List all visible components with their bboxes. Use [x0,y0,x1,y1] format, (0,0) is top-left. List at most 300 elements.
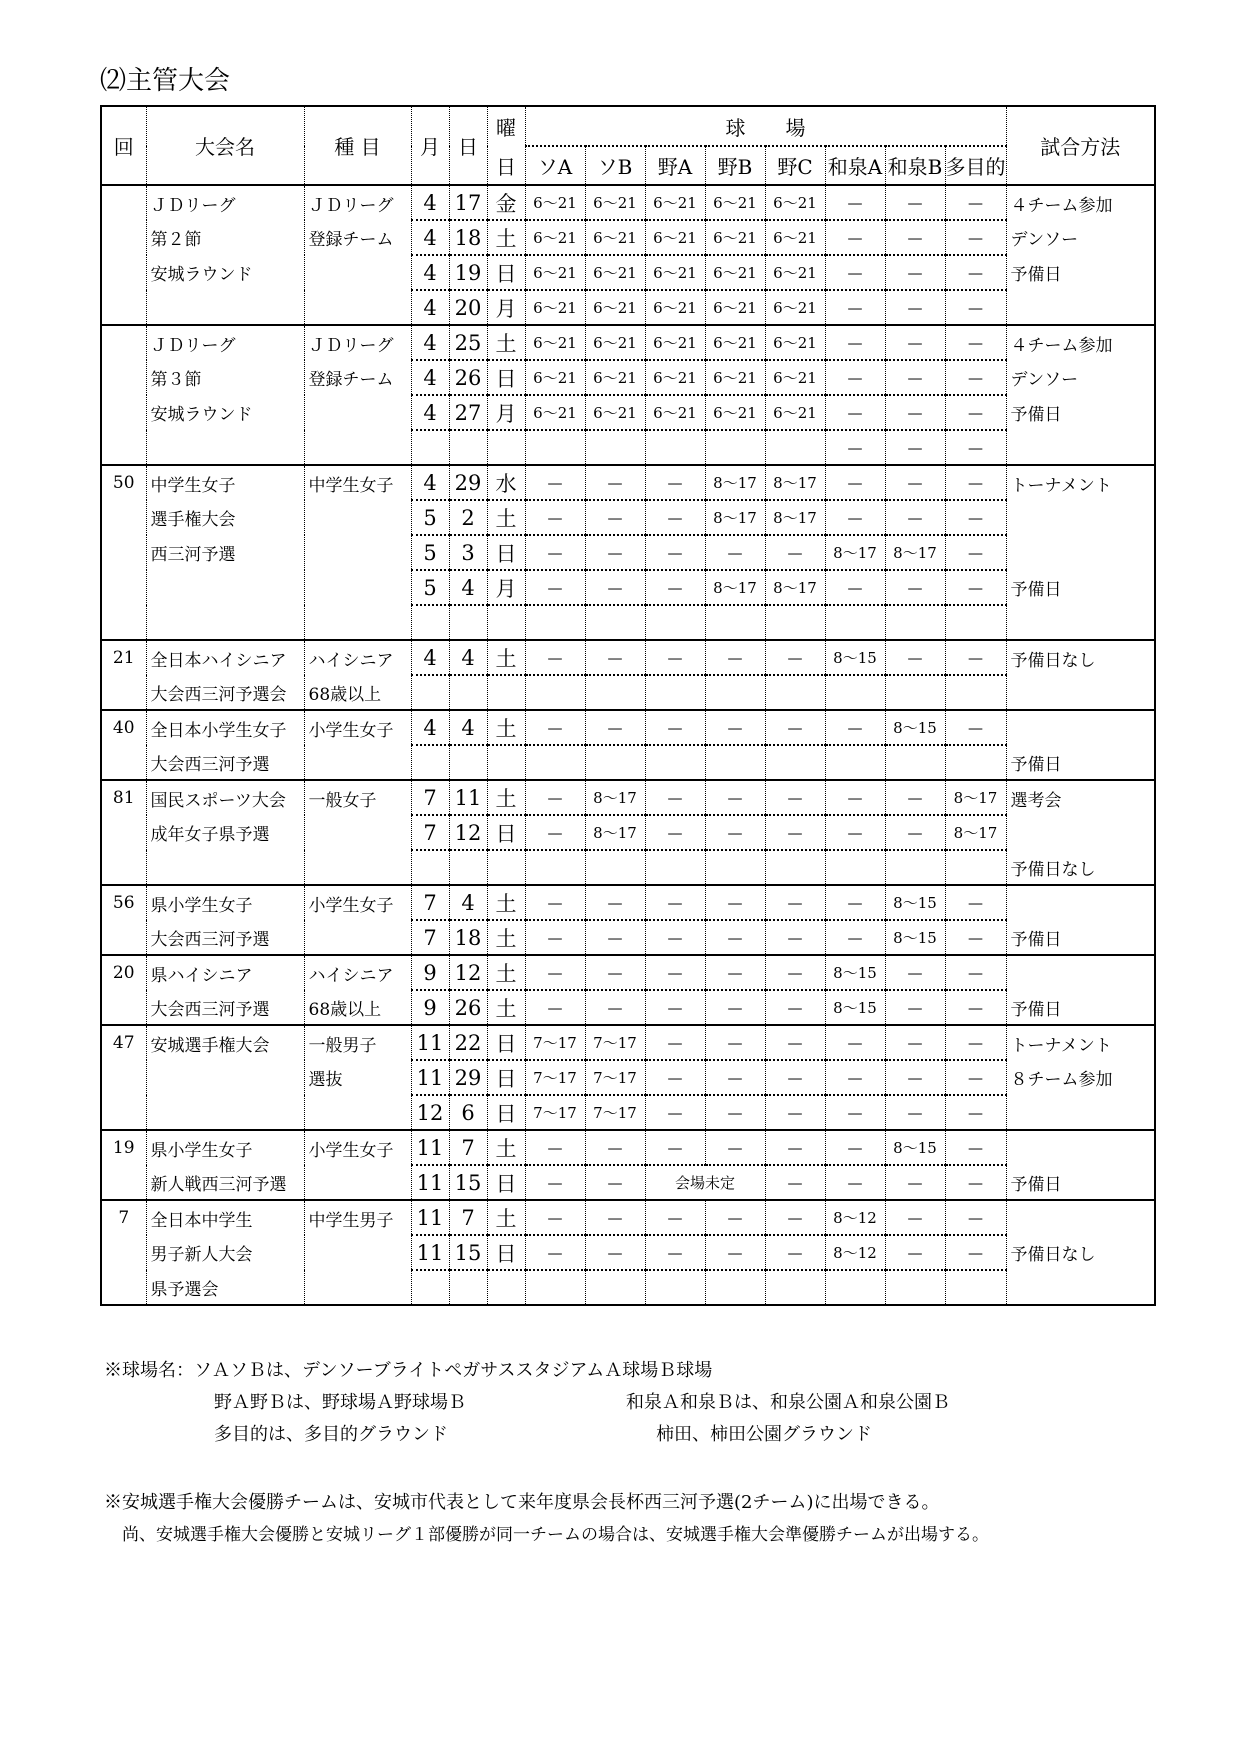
venue-time: — [825,1165,885,1200]
venue-time: 6〜21 [765,290,825,325]
category-line [304,430,411,465]
day-of-week: 日 [487,1235,525,1270]
header-day: 日 [449,106,487,185]
category-line: ＪＤリーグ [304,325,411,360]
header-month: 月 [411,106,449,185]
venue-time: — [645,640,705,675]
day-of-week [487,850,525,885]
method-line: トーナメント [1006,465,1155,500]
round-number: 20 [101,955,146,990]
venue-time: 6〜21 [525,325,585,360]
day-of-week: 土 [487,955,525,990]
venue-time: — [705,1025,765,1060]
tournament-name-line [146,605,304,640]
method-line: 予備日なし [1006,850,1155,885]
day: 18 [449,220,487,255]
day: 18 [449,920,487,955]
venue-time [945,605,1006,640]
method-line: トーナメント [1006,1025,1155,1060]
venue-time: — [945,535,1006,570]
venue-time: — [705,815,765,850]
note-venues: ※球場名：ソＡソＢは、デンソーブライトペガサススタジアムＡ球場Ｂ球場 [104,1360,713,1381]
day: 4 [449,640,487,675]
round-number [101,395,146,430]
venue-time: 6〜21 [645,290,705,325]
category-line: ハイシニア [304,640,411,675]
venue-time [825,850,885,885]
venue-time: — [645,500,705,535]
day-of-week: 月 [487,395,525,430]
venue-time: — [945,1130,1006,1165]
venue-time: 6〜21 [645,255,705,290]
venue-time: — [885,1235,945,1270]
method-line [1006,430,1155,465]
venue-time: — [945,570,1006,605]
venue-time: — [885,360,945,395]
venue-time: 8〜17 [765,465,825,500]
venue-time: 7〜17 [585,1025,645,1060]
venue-time: — [825,1095,885,1130]
venue-time: — [765,535,825,570]
venue-time: 6〜21 [525,395,585,430]
category-line [304,850,411,885]
venue-time: — [945,185,1006,220]
method-line: 予備日 [1006,745,1155,780]
day: 3 [449,535,487,570]
venue-time: — [645,1025,705,1060]
venue-time: — [765,640,825,675]
day: 15 [449,1235,487,1270]
category-line: ハイシニア [304,955,411,990]
tournament-name-line: 県小学生女子 [146,1130,304,1165]
venue-time [705,850,765,885]
method-line [1006,605,1155,640]
venue-time: 8〜12 [825,1235,885,1270]
month [411,850,449,885]
category-line [304,920,411,955]
venue-time: — [765,1095,825,1130]
header-venues: 球 場 [525,106,1006,146]
round-number: 7 [101,1200,146,1235]
header-round: 回 [101,106,146,185]
venue-time: — [705,780,765,815]
venue-time: — [525,1165,585,1200]
venue-time: — [525,640,585,675]
venue-time: — [885,185,945,220]
venue-time [585,745,645,780]
day-of-week: 月 [487,570,525,605]
venue-time: 7〜17 [585,1095,645,1130]
day-of-week: 日 [487,815,525,850]
venue-time: — [945,430,1006,465]
month [411,605,449,640]
table-row [101,1235,1155,1270]
venue-time: 7〜17 [585,1060,645,1095]
venue-time: 6〜21 [585,255,645,290]
venue-time [645,850,705,885]
day-of-week [487,605,525,640]
day: 19 [449,255,487,290]
venue-time: 8〜15 [825,640,885,675]
venue-time: — [945,640,1006,675]
tournament-name-line: 全日本ハイシニア [146,640,304,675]
venue-time: — [645,465,705,500]
venue-time: — [945,955,1006,990]
category-line: ＪＤリーグ [304,185,411,220]
day: 29 [449,1060,487,1095]
category-line: 中学生女子 [304,465,411,500]
venue-time: 6〜21 [525,220,585,255]
venue-time [525,1270,585,1305]
day-of-week: 土 [487,990,525,1025]
venue-time: — [705,955,765,990]
round-number: 21 [101,640,146,675]
day: 7 [449,1130,487,1165]
venue-time: — [945,325,1006,360]
table-row [101,395,1155,430]
venue-time: 8〜15 [825,955,885,990]
venue-time: — [825,290,885,325]
day: 26 [449,990,487,1025]
venue-time: — [825,185,885,220]
venue-time: 6〜21 [645,185,705,220]
venue-time: — [885,220,945,255]
category-line: 中学生男子 [304,1200,411,1235]
round-number: 19 [101,1130,146,1165]
venue-time [825,1270,885,1305]
month: 5 [411,570,449,605]
month: 7 [411,885,449,920]
table-row [101,955,1155,990]
header-venue: 野B [705,146,765,185]
day-of-week: 日 [487,1165,525,1200]
tournament-name-line: 県小学生女子 [146,885,304,920]
venue-time: — [765,815,825,850]
venue-time [525,675,585,710]
method-line: デンソー [1006,360,1155,395]
day-of-week: 土 [487,500,525,535]
tournament-name-line: 全日本中学生 [146,1200,304,1235]
venue-time: — [945,710,1006,745]
round-number [101,815,146,850]
venue-time: — [945,1235,1006,1270]
venue-time: 6〜21 [705,290,765,325]
venue-time: — [645,780,705,815]
venue-time [765,430,825,465]
venue-time: — [765,955,825,990]
round-number [101,570,146,605]
venue-time: — [825,570,885,605]
venue-time: — [885,1095,945,1130]
tournament-name-line [146,570,304,605]
day: 7 [449,1200,487,1235]
venue-time: — [945,1200,1006,1235]
venue-time: — [645,920,705,955]
category-line: 選抜 [304,1060,411,1095]
venue-time: — [585,500,645,535]
venue-time [945,745,1006,780]
tournament-name-line [146,1095,304,1130]
venue-time [645,675,705,710]
table-row [101,815,1155,850]
venue-time: — [525,535,585,570]
venue-time: — [825,430,885,465]
tournament-name-line: 大会西三河予選 [146,745,304,780]
category-line: 一般男子 [304,1025,411,1060]
day: 11 [449,780,487,815]
venue-time: — [945,290,1006,325]
category-line [304,570,411,605]
category-line [304,255,411,290]
day [449,745,487,780]
venue-time: — [825,1025,885,1060]
venue-time: — [885,430,945,465]
category-line: 一般女子 [304,780,411,815]
venue-time [825,745,885,780]
note-venue-3a: 多目的は、多目的グラウンド [214,1424,448,1445]
table-row [101,1095,1155,1130]
venue-time: 6〜21 [525,290,585,325]
category-line: 小学生女子 [304,885,411,920]
venue-time: 6〜21 [525,255,585,290]
table-row [101,1060,1155,1095]
month: 4 [411,220,449,255]
table-row [101,605,1155,640]
venue-time: — [885,1060,945,1095]
venue-time: — [945,990,1006,1025]
day-of-week: 土 [487,640,525,675]
venue-time: — [885,1165,945,1200]
table-row [101,1200,1155,1235]
round-number [101,850,146,885]
venue-time: 8〜17 [885,535,945,570]
month: 4 [411,465,449,500]
venue-time: 8〜17 [825,535,885,570]
venue-time: — [705,1095,765,1130]
tournament-name-line: 大会西三河予選会 [146,675,304,710]
venue-time [885,605,945,640]
method-line: 予備日 [1006,570,1155,605]
method-line: デンソー [1006,220,1155,255]
venue-time: 7〜17 [525,1025,585,1060]
venue-time: 6〜21 [585,290,645,325]
venue-time: — [825,710,885,745]
day: 27 [449,395,487,430]
method-line: 予備日 [1006,395,1155,430]
category-line: 小学生女子 [304,710,411,745]
venue-time: — [825,1130,885,1165]
method-line: 予備日なし [1006,1235,1155,1270]
day: 25 [449,325,487,360]
venue-time [765,850,825,885]
venue-time: 会場未定 [645,1165,765,1200]
venue-time: — [585,1165,645,1200]
venue-time: 6〜21 [765,395,825,430]
venue-time: 6〜21 [705,325,765,360]
venue-time [705,675,765,710]
day-of-week: 土 [487,780,525,815]
venue-time: — [705,990,765,1025]
round-number [101,745,146,780]
month: 11 [411,1200,449,1235]
venue-time: — [825,1060,885,1095]
day-of-week [487,1270,525,1305]
round-number [101,990,146,1025]
venue-time: — [945,885,1006,920]
venue-time: — [765,1025,825,1060]
category-line [304,815,411,850]
venue-time: — [525,570,585,605]
month: 4 [411,640,449,675]
venue-time [705,1270,765,1305]
day: 2 [449,500,487,535]
venue-time: — [525,1200,585,1235]
venue-time [705,605,765,640]
venue-time: — [645,570,705,605]
venue-time: — [585,535,645,570]
round-number [101,1060,146,1095]
venue-time: 6〜21 [765,185,825,220]
venue-time: 8〜17 [585,815,645,850]
venue-time: — [525,1235,585,1270]
venue-time: — [885,1200,945,1235]
round-number [101,605,146,640]
venue-time: — [645,885,705,920]
venue-time: 8〜17 [585,780,645,815]
venue-time: — [945,500,1006,535]
venue-time: — [525,465,585,500]
day: 26 [449,360,487,395]
day-of-week: 土 [487,885,525,920]
venue-time: — [705,1060,765,1095]
venue-time [585,675,645,710]
table-row [101,220,1155,255]
tournament-name-line [146,850,304,885]
venue-time: — [525,990,585,1025]
table-row [101,710,1155,745]
month: 11 [411,1165,449,1200]
venue-time: — [885,1025,945,1060]
day-of-week: 日 [487,255,525,290]
category-line: 68歳以上 [304,675,411,710]
table-row [101,360,1155,395]
venue-time: 8〜15 [885,920,945,955]
method-line [1006,500,1155,535]
day-of-week: 日 [487,1025,525,1060]
table-row [101,1270,1155,1305]
month: 9 [411,990,449,1025]
venue-time: 6〜21 [585,185,645,220]
round-number [101,1165,146,1200]
table-row [101,500,1155,535]
venue-time: — [525,780,585,815]
table-row [101,780,1155,815]
table-row [101,1025,1155,1060]
method-line: ８チーム参加 [1006,1060,1155,1095]
venue-time: — [765,885,825,920]
venue-time: — [945,920,1006,955]
table-row [101,430,1155,465]
venue-time: — [585,885,645,920]
venue-time: — [825,885,885,920]
category-line [304,535,411,570]
month: 4 [411,710,449,745]
venue-time [525,430,585,465]
header-venue: 野A [645,146,705,185]
venue-time [945,850,1006,885]
venue-time: 6〜21 [645,395,705,430]
day-of-week: 土 [487,920,525,955]
venue-time: 6〜21 [705,360,765,395]
venue-time: 6〜21 [765,220,825,255]
venue-time: 8〜17 [765,570,825,605]
note-venue-2b: 和泉Ａ和泉Ｂは、和泉公園Ａ和泉公園Ｂ [626,1392,950,1413]
header-dow-bottom: 日 [487,146,525,185]
venue-time: — [945,360,1006,395]
round-number [101,430,146,465]
venue-time: 8〜17 [945,815,1006,850]
method-line: 予備日 [1006,920,1155,955]
venue-time: — [525,1130,585,1165]
venue-time: 6〜21 [645,360,705,395]
tournament-name-line: 男子新人大会 [146,1235,304,1270]
table-row [101,920,1155,955]
day-of-week: 土 [487,220,525,255]
round-number [101,1235,146,1270]
note-venue-2a: 野Ａ野Ｂは、野球場Ａ野球場Ｂ [214,1392,466,1413]
header-category: 種 目 [304,106,411,185]
venue-time: — [825,360,885,395]
venue-time: 6〜21 [705,185,765,220]
category-line [304,500,411,535]
venue-time: — [825,255,885,290]
day: 29 [449,465,487,500]
venue-time [765,1270,825,1305]
day: 12 [449,955,487,990]
venue-time [645,430,705,465]
venue-time: 8〜17 [705,570,765,605]
month [411,675,449,710]
venue-time: — [765,990,825,1025]
venue-time: 6〜21 [585,325,645,360]
venue-time [945,1270,1006,1305]
venue-time: — [585,570,645,605]
venue-time: — [945,220,1006,255]
venue-time [825,605,885,640]
day-of-week: 日 [487,360,525,395]
venue-time: 6〜21 [525,360,585,395]
venue-time [765,675,825,710]
tournament-name-line: 大会西三河予選 [146,920,304,955]
header-venue: 野C [765,146,825,185]
venue-time: 8〜12 [825,1200,885,1235]
venue-time: — [525,885,585,920]
venue-time: — [825,920,885,955]
round-number: 47 [101,1025,146,1060]
table-row [101,1165,1155,1200]
venue-time: 6〜21 [525,185,585,220]
method-line [1006,1095,1155,1130]
venue-time: — [945,255,1006,290]
venue-time: — [705,640,765,675]
venue-time: — [825,780,885,815]
month: 4 [411,360,449,395]
day-of-week: 土 [487,710,525,745]
category-line [304,605,411,640]
month: 5 [411,500,449,535]
method-line [1006,885,1155,920]
venue-time: — [825,500,885,535]
